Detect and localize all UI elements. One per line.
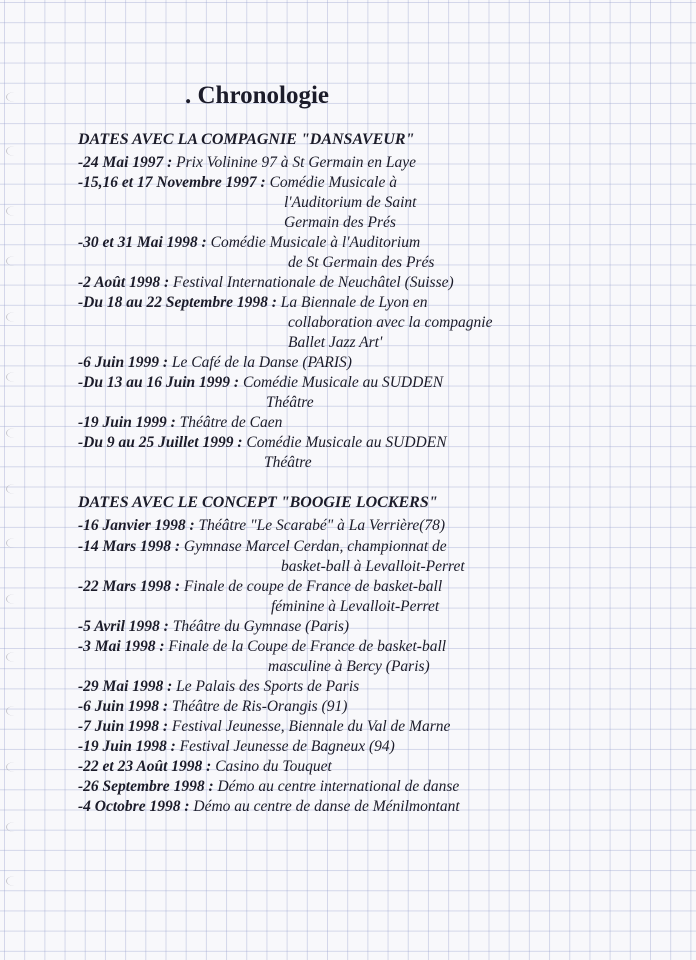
entry-line (78, 637, 446, 657)
entry-date: -7 Juin 1998 : (78, 718, 168, 735)
entry-line (78, 777, 459, 797)
entry-continuation: basket-ball à Levalloit-Perret (281, 558, 465, 575)
entry-date: -4 Octobre 1998 : (78, 798, 190, 815)
entry-date: -24 Mai 1997 : (78, 154, 173, 171)
entry-line (78, 433, 447, 453)
entry-line (78, 677, 359, 697)
entry-description: Comédie Musicale au SUDDEN (246, 434, 447, 451)
entry-description: Démo au centre international de danse (217, 778, 460, 795)
entry-line (78, 353, 352, 373)
entry-date: -Du 13 au 16 Juin 1999 : (78, 374, 240, 391)
entry-line (78, 273, 454, 293)
entry-date: -30 et 31 Mai 1998 : (78, 234, 207, 251)
binder-hole (6, 538, 23, 548)
entry-date: -22 et 23 Août 1998 : (78, 758, 212, 775)
entry-line (78, 173, 397, 193)
entry-description: Théâtre de Caen (179, 414, 283, 431)
entry-line (78, 516, 445, 536)
entry-description: Théâtre de Ris-Orangis (91) (171, 698, 348, 715)
entry-continuation: de St Germain des Prés (288, 254, 435, 271)
binder-hole (6, 92, 23, 102)
entry-date: -14 Mars 1998 : (78, 538, 181, 555)
entry-description: Le Café de la Danse (PARIS) (171, 354, 352, 371)
entry-description: Festival Internationale de Neuchâtel (Suisse) (173, 274, 454, 291)
entry-line (78, 717, 450, 737)
binder-hole (6, 876, 23, 886)
entry-date: -Du 9 au 25 Juillet 1999 : (78, 434, 243, 451)
entry-line (78, 617, 349, 637)
entry-line (78, 413, 282, 433)
entry-continuation: Ballet Jazz Art' (288, 334, 383, 351)
binder-hole (6, 312, 23, 322)
binder-hole (6, 484, 23, 494)
binder-hole (6, 428, 23, 438)
entry-description: Gymnase Marcel Cerdan, championnat de (183, 538, 447, 555)
entry-line (78, 757, 332, 777)
binder-hole (6, 706, 23, 716)
entry-date: -6 Juin 1999 : (78, 354, 168, 371)
entry-continuation: masculine à Bercy (Paris) (268, 658, 430, 675)
entry-description: Théâtre "Le Scarabé" à La Verrière(78) (198, 517, 446, 534)
binder-hole (6, 206, 23, 216)
entry-description: Théâtre du Gymnase (Paris) (172, 618, 350, 635)
entry-date: -2 Août 1998 : (78, 274, 170, 291)
section-heading: DATES AVEC LA COMPAGNIE "DANSAVEUR" (78, 131, 415, 148)
section-heading: DATES AVEC LE CONCEPT "BOOGIE LOCKERS" (78, 494, 438, 511)
entry-description: Casino du Touquet (215, 758, 332, 775)
binder-hole (6, 146, 23, 156)
entry-line (78, 373, 443, 393)
entry-date: -16 Janvier 1998 : (78, 517, 195, 534)
entry-line (78, 153, 416, 173)
entry-description: La Biennale de Lyon en (280, 294, 428, 311)
entry-description: Festival Jeunesse, Biennale du Val de Marne (171, 718, 451, 735)
entry-description: Finale de coupe de France de basket-ball (183, 578, 443, 595)
entry-line (78, 233, 420, 253)
entry-description: Le Palais des Sports de Paris (176, 678, 360, 695)
entry-description: Finale de la Coupe de France de basket-ball (168, 638, 447, 655)
entry-line (78, 537, 447, 557)
entry-description: Comédie Musicale au SUDDEN (242, 374, 444, 391)
entry-continuation: l'Auditorium de Saint (284, 194, 417, 211)
entry-date: -6 Juin 1998 : (78, 698, 168, 715)
binder-hole (6, 762, 23, 772)
entry-continuation: Germain des Prés (284, 214, 396, 231)
entry-line (78, 797, 460, 817)
entry-line (78, 293, 428, 313)
entry-date: -22 Mars 1998 : (78, 578, 181, 595)
entry-description: Démo au centre de danse de Ménilmontant (193, 798, 460, 815)
entry-line (78, 697, 347, 717)
entry-continuation: collaboration avec la compagnie (288, 314, 493, 331)
binder-holes (6, 0, 30, 960)
entry-date: -19 Juin 1999 : (78, 414, 176, 431)
entry-date: -15,16 et 17 Novembre 1997 : (78, 174, 266, 191)
binder-hole (6, 256, 23, 266)
entry-description: Comédie Musicale à l'Auditorium (210, 234, 421, 251)
entry-description: Festival Jeunesse de Bagneux (94) (179, 738, 395, 755)
entry-continuation: féminine à Levalloit-Perret (271, 598, 440, 615)
entry-date: -26 Septembre 1998 : (78, 778, 214, 795)
entry-description: Prix Volinine 97 à St Germain en Laye (176, 154, 416, 171)
entry-date: -Du 18 au 22 Septembre 1998 : (78, 294, 277, 311)
entry-date: -19 Juin 1998 : (78, 738, 176, 755)
binder-hole (6, 822, 23, 832)
entry-description: Comédie Musicale à (269, 174, 397, 191)
binder-hole (6, 372, 23, 382)
entry-line (78, 577, 442, 597)
entry-date: -5 Avril 1998 : (78, 618, 169, 635)
binder-hole (6, 594, 23, 604)
binder-hole (6, 652, 23, 662)
entry-date: -29 Mai 1998 : (78, 678, 173, 695)
entry-continuation: Théâtre (264, 454, 312, 471)
entry-continuation: Théâtre (266, 394, 314, 411)
entry-date: -3 Mai 1998 : (78, 638, 165, 655)
page-title: . Chronologie (185, 82, 329, 109)
entry-line (78, 737, 395, 757)
